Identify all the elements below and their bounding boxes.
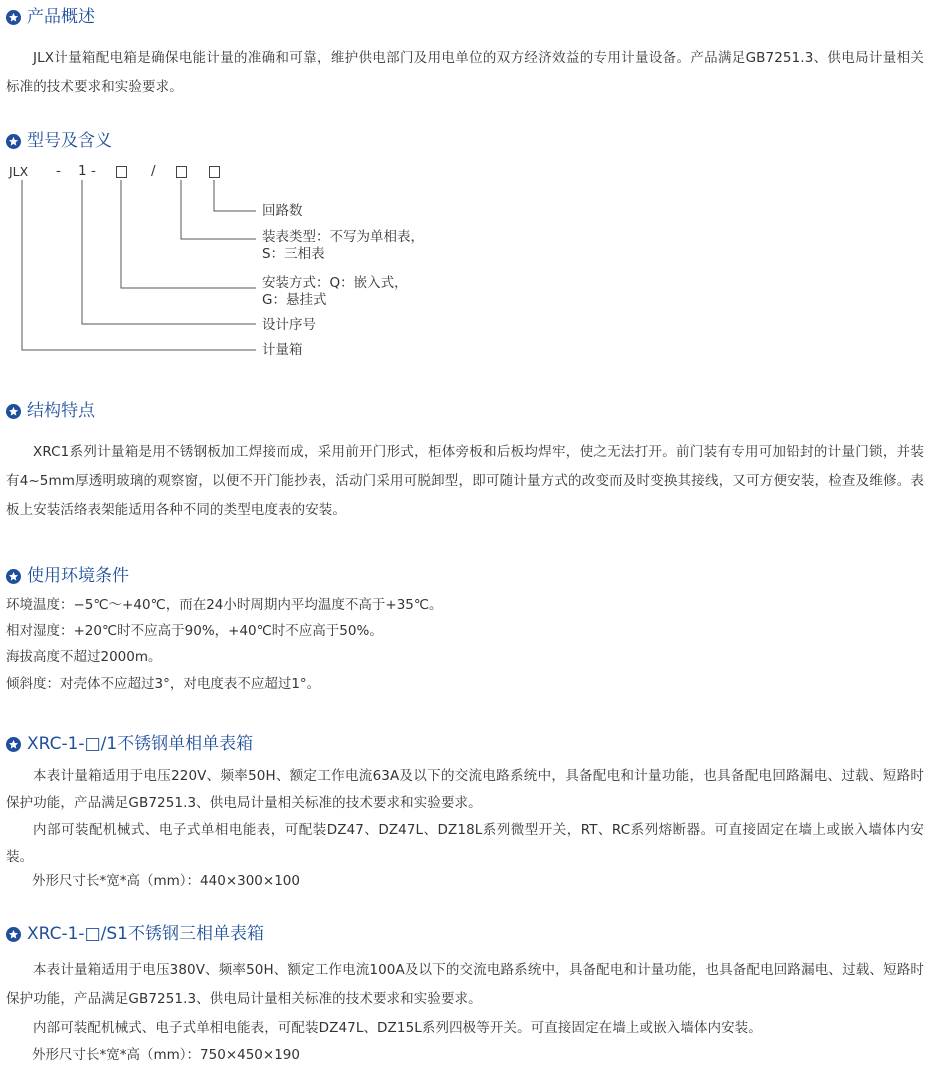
label-meter-type-2: S：三相表 (262, 246, 325, 262)
star-circle-icon (6, 569, 21, 584)
section-title: XRC-1-□/1不锈钢单相单表箱 (27, 734, 254, 754)
code-dash-1: - (56, 163, 61, 179)
section-heading-environment (6, 565, 129, 587)
section-heading-structure (6, 400, 95, 422)
code-dash-2: - (91, 163, 96, 179)
star-circle-icon (6, 927, 21, 942)
env-line-altitude: 海拔高度不超过2000m。 (6, 649, 162, 665)
star-circle-icon (6, 737, 21, 752)
xrc-three-paragraph-1: 本表计量箱适用于电压380V、频率50H、额定工作电流100A及以下的交流电路系统中，具备配电和计量功能，也具备配电回路漏电、过载、短路时保护功能，产品满足GB7251.3、供电局计量相关标准的技术要求和实验要求。 (6, 962, 924, 1007)
section-title: 产品概述 (27, 7, 95, 27)
code-placeholder-box (176, 166, 187, 178)
xrc-single-paragraph-1: 本表计量箱适用于电压220V、频率50H、额定工作电流63A及以下的交流电路系统中，具备配电和计量功能，也具备配电回路漏电、过载、短路时保护功能，产品满足GB7251.3、供电局计量相关标准的技术要求和实验要求。 (6, 768, 924, 811)
xrc-three-dimensions: 外形尺寸长*宽*高（mm）：750×450×190 (32, 1047, 300, 1063)
section-title: 使用环境条件 (27, 566, 129, 586)
star-circle-icon (6, 134, 21, 149)
section-heading-xrc-three (6, 923, 264, 945)
code-slash: / (151, 163, 156, 179)
star-circle-icon (6, 404, 21, 419)
xrc-single-dimensions: 外形尺寸长*宽*高（mm）：440×300×100 (32, 873, 300, 889)
label-meter-type-1: 装表类型：不写为单相表， (262, 229, 424, 245)
env-line-tilt: 倾斜度：对壳体不应超过3°，对电度表不应超过1°。 (6, 676, 321, 692)
section-heading-overview (6, 6, 95, 28)
label-install-2: G：悬挂式 (262, 292, 327, 308)
structure-paragraph: XRC1系列计量箱是用不锈钢板加工焊接而成，采用前开门形式，柜体旁板和后板均焊牢，使之无法打开。前门装有专用可加铅封的计量门锁，并装有4~5mm厚透明玻璃的观察窗，以便不开门能抄表，活动门采用可脱卸型，即可随计量方式的改变而及时变换其接线，又可方便安装，检查及维修。表板上安装活络表架能适用各种不同的类型电度表的安装。 (6, 444, 924, 518)
code-part-1: 1 (78, 163, 87, 179)
code-part-jlx: JLX (9, 164, 29, 179)
star-circle-icon (6, 10, 21, 25)
section-heading-model (6, 130, 112, 152)
section-heading-xrc-single (6, 733, 253, 755)
overview-paragraph: JLX计量箱配电箱是确保电能计量的准确和可靠，维护供电部门及用电单位的双方经济效益的专用计量设备。产品满足GB7251.3、供电局计量相关标准的技术要求和实验要求。 (6, 50, 924, 95)
env-line-humidity: 相对湿度：+20℃时不应高于90%，+40℃时不应高于50%。 (6, 623, 383, 639)
xrc-three-paragraph-2: 内部可装配机械式、电子式单相电能表，可配装DZ47L、DZ15L系列四极等开关。可直接固定在墙上或嵌入墙体内安装。 (33, 1020, 762, 1036)
label-install-1: 安装方式：Q：嵌入式， (262, 275, 408, 291)
section-title: XRC-1-□/S1不锈钢三相单表箱 (27, 924, 264, 944)
code-placeholder-box (116, 166, 127, 178)
env-line-temperature: 环境温度：−5℃～+40℃，而在24小时周期内平均温度不高于+35℃。 (6, 597, 443, 613)
xrc-single-paragraph-2: 内部可装配机械式、电子式单相电能表，可配装DZ47、DZ47L、DZ18L系列微型开关，RT、RC系列熔断器。可直接固定在墙上或嵌入墙体内安装。 (6, 822, 924, 865)
section-title: 结构特点 (27, 401, 95, 421)
section-title: 型号及含义 (27, 131, 112, 151)
label-meter-box: 计量箱 (262, 342, 303, 358)
label-design-no: 设计序号 (262, 317, 316, 333)
label-circuits: 回路数 (262, 203, 303, 219)
code-placeholder-box (209, 166, 220, 178)
